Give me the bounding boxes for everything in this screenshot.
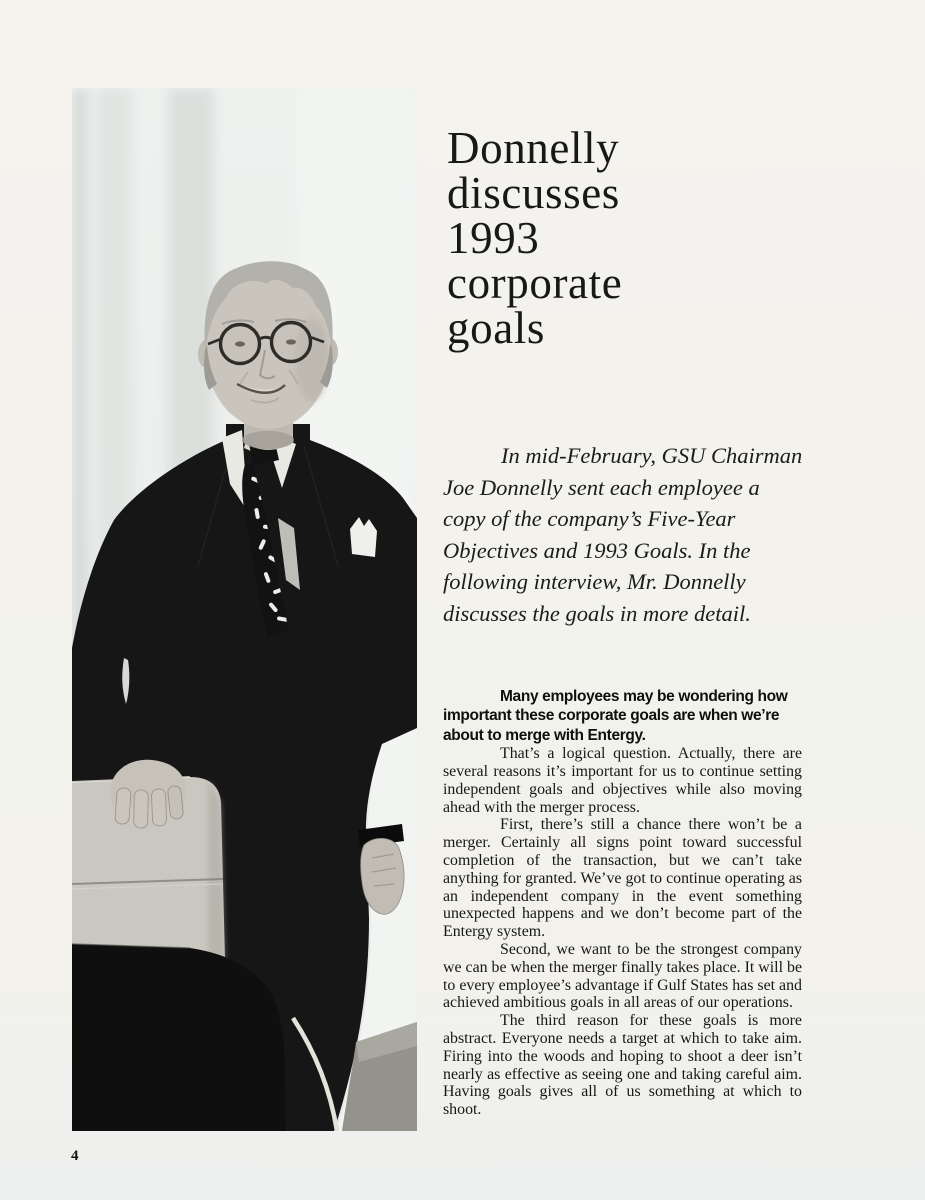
headline-line: goals xyxy=(447,303,545,353)
interview-question: Many employees may be wondering how important these corporate goals are when we’re about to merge with Entergy. xyxy=(443,688,788,744)
answer-paragraph: That’s a logical question. Actually, there are several reasons it’s important for us to continue setting independent goals and objectives while also moving ahead with the merger process. xyxy=(443,745,802,816)
donnelly-photo xyxy=(72,88,417,1131)
headline-line: Donnelly xyxy=(447,123,620,173)
page-title xyxy=(447,123,623,353)
interview-section xyxy=(443,687,802,1119)
photo-illustration xyxy=(72,88,417,1131)
glasses-right-lens xyxy=(272,323,311,362)
headline-line: 1993 xyxy=(447,213,540,263)
page-number: 4 xyxy=(71,1148,79,1164)
chin-shadow xyxy=(242,431,294,449)
answer-paragraph: Second, we want to be the strongest company we can be when the merger finally takes place. It will be to every employee’s advantage if Gulf States has set and achieved ambitious goals in all areas of our operations. xyxy=(443,940,802,1012)
left-hand xyxy=(110,760,186,828)
headline-line: discusses xyxy=(447,168,620,218)
answer-paragraph: The third reason for these goals is more abstract. Everyone needs a target at which to take aim. Firing into the woods and hoping to shoot a deer isn’t nearly as effective as seeing one and taking careful aim. Having goals gives all of us something at which to shoot. xyxy=(443,1012,802,1119)
answer-paragraph: First, there’s still a chance there won’t be a merger. Certainly all signs point toward successful completion of the transaction, but we can’t take anything for granted. We’ve got to continue operating as an independent company in the event something unexpected happens and we don’t become part of the Entergy system. xyxy=(443,816,802,941)
intro-paragraph: In mid-February, GSU Chairman Joe Donnelly sent each employee a copy of the company’s Five-Year Objectives and 1993 Goals. In the following interview, Mr. Donnelly discusses the goals in more detail. xyxy=(443,443,803,626)
glasses-left-lens xyxy=(221,325,260,364)
headline-line: corporate xyxy=(447,258,623,308)
